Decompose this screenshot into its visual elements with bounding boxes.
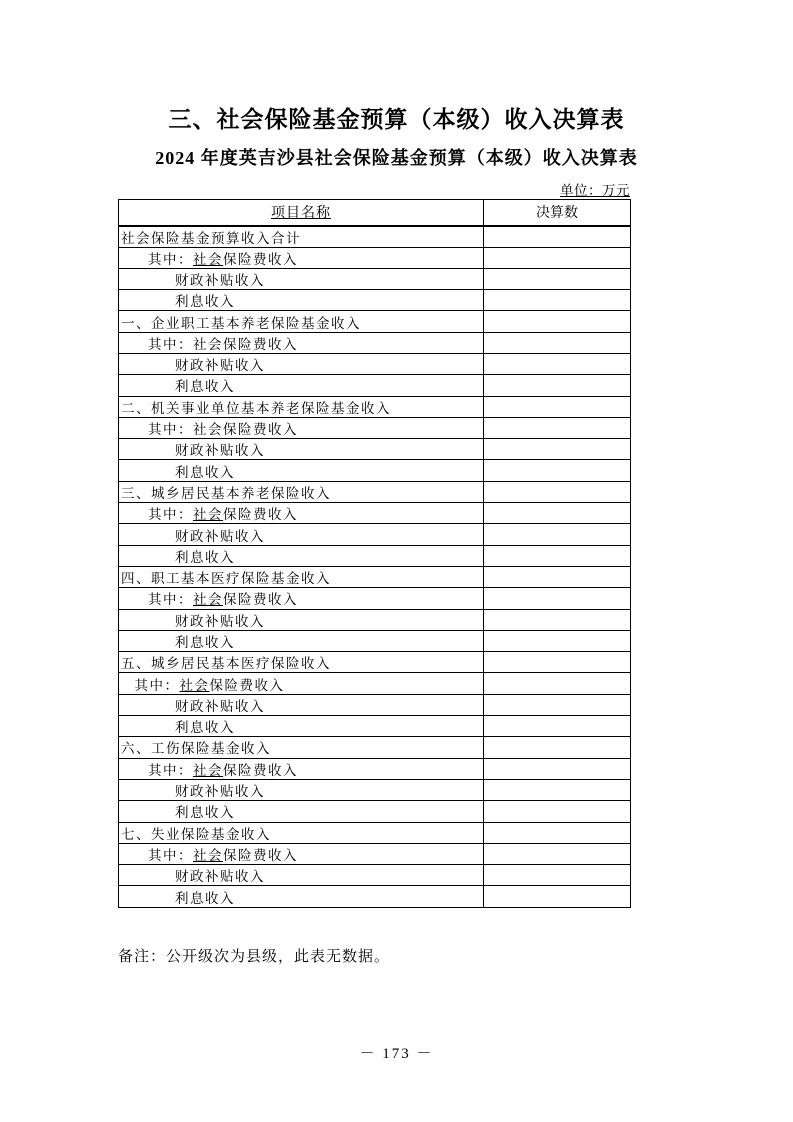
- final-amount-cell: [484, 545, 631, 566]
- item-name-cell: [119, 332, 484, 353]
- column-header-final-amount: [484, 200, 631, 226]
- final-amount-cell: [484, 439, 631, 460]
- item-name-cell: [119, 247, 484, 268]
- table-body: [119, 226, 631, 908]
- item-name-cell: [119, 673, 484, 694]
- item-name-cell: [119, 439, 484, 460]
- table-row: [119, 694, 631, 715]
- item-name-cell: [119, 524, 484, 545]
- table-row: [119, 439, 631, 460]
- item-name-text: 利息收入: [175, 890, 235, 906]
- final-amount-cell: [484, 566, 631, 587]
- item-name-text: 财政补贴收入: [175, 272, 265, 288]
- final-amount-cell: [484, 630, 631, 651]
- table-row: [119, 247, 631, 268]
- item-name-text: 四、职工基本医疗保险基金收入: [121, 571, 331, 587]
- item-name-text: 社会保险基金预算收入合计: [121, 230, 301, 246]
- table-row: [119, 460, 631, 481]
- item-name-underlined-text: 社会: [193, 251, 223, 267]
- final-amount-cell: [484, 758, 631, 779]
- item-name-cell: [119, 353, 484, 374]
- item-name-text: 利息收入: [175, 379, 235, 395]
- final-amount-cell: [484, 524, 631, 545]
- item-name-underlined-text: 社会: [193, 847, 223, 863]
- item-name-text: 财政补贴收入: [175, 443, 265, 459]
- table-row: [119, 843, 631, 864]
- item-name-cell: [119, 375, 484, 396]
- final-amount-cell: [484, 247, 631, 268]
- table-row: [119, 481, 631, 502]
- page-number: － 173 －: [359, 1046, 434, 1062]
- item-name-cell: [119, 503, 484, 524]
- table-row: [119, 353, 631, 374]
- item-name-text: 五、城乡居民基本医疗保险收入: [121, 656, 331, 672]
- final-amount-cell: [484, 716, 631, 737]
- table-row: [119, 886, 631, 907]
- item-name-text: 利息收入: [175, 464, 235, 480]
- page-title: 三、社会保险基金预算（本级）收入决算表: [168, 106, 625, 132]
- table-row: [119, 609, 631, 630]
- item-name-text: 保险费收入: [223, 847, 298, 863]
- item-name-text: 其中：: [148, 507, 193, 523]
- table-row: [119, 630, 631, 651]
- item-name-underlined-text: 社会: [193, 762, 223, 778]
- table-row: [119, 566, 631, 587]
- final-amount-cell: [484, 226, 631, 248]
- item-name-text: 其中：: [148, 847, 193, 863]
- item-name-text: 保险费收入: [223, 251, 298, 267]
- budget-table: [118, 199, 631, 908]
- final-amount-cell: [484, 865, 631, 886]
- final-amount-cell: [484, 588, 631, 609]
- page-subtitle: 2024 年度英吉沙县社会保险基金预算（本级）收入决算表: [155, 148, 638, 168]
- final-amount-cell: [484, 801, 631, 822]
- item-name-text: 其中：社会保险费收入: [148, 336, 298, 352]
- item-name-text: 保险费收入: [223, 762, 298, 778]
- final-amount-cell: [484, 311, 631, 332]
- item-name-cell: [119, 226, 484, 248]
- table-row: [119, 503, 631, 524]
- footnote: 备注：公开级次为县级，此表无数据。: [118, 949, 391, 965]
- table-row: [119, 545, 631, 566]
- item-name-underlined-text: 社会: [193, 507, 223, 523]
- column-header-final-amount-label: 决算数: [536, 206, 578, 222]
- item-name-underlined-text: 社会: [179, 677, 210, 693]
- item-name-cell: [119, 588, 484, 609]
- final-amount-cell: [484, 886, 631, 907]
- item-name-text: 保险费收入: [223, 507, 298, 523]
- table-row: [119, 716, 631, 737]
- item-name-cell: [119, 652, 484, 673]
- table-row: [119, 801, 631, 822]
- item-name-text: 利息收入: [175, 294, 235, 310]
- table-row: [119, 268, 631, 289]
- item-name-cell: [119, 460, 484, 481]
- table-row: [119, 226, 631, 248]
- item-name-text: 其中：社会保险费收入: [148, 422, 298, 438]
- table-header: [119, 200, 631, 226]
- item-name-text: 财政补贴收入: [175, 613, 265, 629]
- table-row: [119, 332, 631, 353]
- table-row: [119, 417, 631, 438]
- item-name-text: 利息收入: [175, 549, 235, 565]
- item-name-text: 保险费收入: [209, 677, 285, 693]
- item-name-cell: [119, 694, 484, 715]
- table-row: [119, 737, 631, 758]
- item-name-text: 三、城乡居民基本养老保险收入: [121, 485, 331, 501]
- final-amount-cell: [484, 353, 631, 374]
- unit-label: 单位：万元: [560, 183, 630, 198]
- item-name-text: 财政补贴收入: [175, 698, 265, 714]
- table-row: [119, 375, 631, 396]
- item-name-cell: [119, 758, 484, 779]
- table-row: [119, 524, 631, 545]
- item-name-cell: [119, 801, 484, 822]
- final-amount-cell: [484, 673, 631, 694]
- table-row: [119, 311, 631, 332]
- item-name-text: 财政补贴收入: [175, 784, 265, 800]
- table-header-row: [119, 200, 631, 226]
- table-row: [119, 290, 631, 311]
- item-name-cell: [119, 779, 484, 800]
- table-row: [119, 652, 631, 673]
- item-name-cell: [119, 886, 484, 907]
- item-name-text: 财政补贴收入: [175, 528, 265, 544]
- item-name-underlined-text: 社会: [193, 592, 223, 608]
- final-amount-cell: [484, 694, 631, 715]
- item-name-cell: [119, 311, 484, 332]
- item-name-cell: [119, 481, 484, 502]
- item-name-text: 利息收入: [175, 805, 235, 821]
- final-amount-cell: [484, 737, 631, 758]
- final-amount-cell: [484, 822, 631, 843]
- table-row: [119, 779, 631, 800]
- item-name-cell: [119, 417, 484, 438]
- item-name-text: 其中：: [134, 677, 180, 693]
- item-name-text: 财政补贴收入: [175, 869, 265, 885]
- column-header-item-name: [119, 200, 484, 226]
- item-name-cell: [119, 545, 484, 566]
- table-row: [119, 588, 631, 609]
- item-name-text: 一、企业职工基本养老保险基金收入: [121, 315, 361, 331]
- item-name-text: 其中：: [148, 762, 193, 778]
- item-name-cell: [119, 822, 484, 843]
- final-amount-cell: [484, 652, 631, 673]
- item-name-text: 利息收入: [175, 720, 235, 736]
- column-header-item-name-label: 项目名称: [271, 206, 331, 222]
- item-name-text: 其中：: [148, 592, 193, 608]
- final-amount-cell: [484, 268, 631, 289]
- item-name-cell: [119, 716, 484, 737]
- final-amount-cell: [484, 396, 631, 417]
- item-name-text: 六、工伤保险基金收入: [121, 741, 271, 757]
- item-name-text: 保险费收入: [223, 592, 298, 608]
- item-name-text: 财政补贴收入: [175, 358, 265, 374]
- item-name-text: 七、失业保险基金收入: [121, 826, 271, 842]
- final-amount-cell: [484, 779, 631, 800]
- table-row: [119, 396, 631, 417]
- table-row: [119, 758, 631, 779]
- item-name-cell: [119, 630, 484, 651]
- final-amount-cell: [484, 843, 631, 864]
- unit-row: [118, 179, 630, 199]
- table-row: [119, 673, 631, 694]
- item-name-cell: [119, 396, 484, 417]
- item-name-text: 其中：: [148, 251, 193, 267]
- item-name-cell: [119, 566, 484, 587]
- final-amount-cell: [484, 503, 631, 524]
- item-name-text: 利息收入: [175, 634, 235, 650]
- final-amount-cell: [484, 609, 631, 630]
- item-name-cell: [119, 609, 484, 630]
- table-row: [119, 822, 631, 843]
- final-amount-cell: [484, 375, 631, 396]
- item-name-cell: [119, 737, 484, 758]
- item-name-cell: [119, 843, 484, 864]
- final-amount-cell: [484, 417, 631, 438]
- item-name-text: 二、机关事业单位基本养老保险基金收入: [121, 400, 391, 416]
- item-name-cell: [119, 290, 484, 311]
- final-amount-cell: [484, 290, 631, 311]
- item-name-cell: [119, 268, 484, 289]
- final-amount-cell: [484, 460, 631, 481]
- table-row: [119, 865, 631, 886]
- final-amount-cell: [484, 332, 631, 353]
- item-name-cell: [119, 865, 484, 886]
- final-amount-cell: [484, 481, 631, 502]
